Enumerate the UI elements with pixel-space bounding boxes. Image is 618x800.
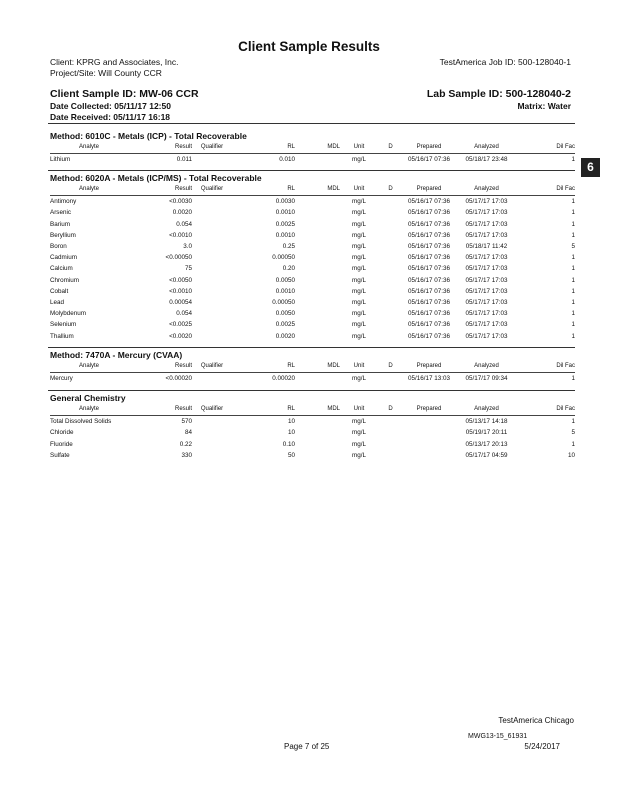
cell-analyte: Lithium: [50, 156, 71, 164]
cell-unit: mg/L: [352, 276, 366, 284]
cell-dil-fac: 1: [571, 265, 575, 273]
cell-analyte: Cadmium: [50, 254, 77, 262]
cell-mdl: [295, 230, 340, 241]
table-row: [50, 416, 575, 428]
cell-rl: 0.00050: [272, 299, 295, 307]
cell-qualifier: [192, 297, 232, 308]
cell-d: [378, 196, 403, 208]
column-header-analyzed: Analyzed: [455, 142, 518, 154]
section-title: General Chemistry: [50, 393, 126, 403]
table-header-row: [50, 361, 575, 373]
table-row: [50, 308, 575, 319]
job-id: TestAmerica Job ID: 500-128040-1: [439, 57, 571, 67]
section-divider: [48, 390, 575, 391]
cell-mdl: [295, 275, 340, 286]
cell-prepared: 05/16/17 07:36: [407, 209, 451, 217]
date-received: Date Received: 05/11/17 16:18: [50, 112, 171, 122]
cell-qualifier: [192, 286, 232, 297]
cell-dil-fac: 1: [571, 321, 575, 329]
cell-result: 0.011: [176, 156, 192, 164]
results-section: [50, 393, 575, 461]
column-header-d: D: [378, 142, 403, 154]
column-header-analyte: Analyte: [50, 142, 128, 154]
column-header-rl: RL: [232, 361, 295, 373]
cell-analyte: Lead: [50, 299, 65, 307]
cell-mdl: [295, 450, 340, 461]
cell-dil-fac: 1: [571, 198, 575, 206]
column-header-analyzed: Analyzed: [455, 361, 518, 373]
cell-dil-fac: 1: [571, 440, 575, 448]
cell-dil-fac: 1: [571, 418, 575, 426]
cell-analyte: Arsenic: [50, 209, 71, 217]
cell-unit: mg/L: [352, 254, 366, 262]
cell-result: 3.0: [183, 243, 192, 251]
cell-analyte: Beryllium: [50, 231, 76, 239]
cell-qualifier: [192, 154, 232, 166]
column-header-dil-fac: Dil Fac: [518, 404, 575, 416]
cell-prepared: 05/16/17 07:36: [407, 276, 451, 284]
cell-mdl: [295, 154, 340, 166]
cell-analyzed: 05/19/17 20:11: [465, 429, 508, 437]
cell-mdl: [295, 331, 340, 342]
cell-d: [378, 286, 403, 297]
cell-analyte: Boron: [50, 243, 67, 251]
cell-d: [378, 219, 403, 230]
cell-unit: mg/L: [352, 220, 366, 228]
cell-mdl: [295, 297, 340, 308]
column-header-dil-fac: Dil Fac: [518, 142, 575, 154]
cell-unit: mg/L: [352, 418, 366, 426]
cell-qualifier: [192, 373, 232, 385]
cell-dil-fac: 1: [571, 276, 575, 284]
cell-dil-fac: 1: [571, 287, 575, 295]
cell-result: 0.054: [176, 310, 192, 318]
cell-dil-fac: 1: [571, 220, 575, 228]
results-table: [50, 361, 575, 384]
cell-qualifier: [192, 450, 232, 461]
cell-prepared: 05/16/17 07:36: [407, 310, 451, 318]
column-header-result: Result: [128, 404, 192, 416]
matrix: Matrix: Water: [517, 101, 571, 111]
cell-mdl: [295, 416, 340, 428]
cell-analyzed: 05/17/17 09:34: [465, 375, 508, 383]
cell-mdl: [295, 219, 340, 230]
cell-rl: 0.25: [282, 243, 295, 251]
cell-d: [378, 308, 403, 319]
cell-prepared: 05/16/17 07:36: [407, 198, 451, 206]
cell-prepared: 05/16/17 07:36: [407, 231, 451, 239]
cell-prepared: 05/16/17 07:36: [407, 243, 451, 251]
cell-mdl: [295, 196, 340, 208]
cell-unit: mg/L: [352, 429, 366, 437]
column-header-rl: RL: [232, 184, 295, 196]
cell-qualifier: [192, 275, 232, 286]
column-header-prepared: Prepared: [403, 142, 455, 154]
cell-analyzed: 05/17/17 17:03: [465, 265, 508, 273]
cell-qualifier: [192, 241, 232, 252]
column-header-unit: Unit: [340, 404, 378, 416]
cell-unit: mg/L: [352, 265, 366, 273]
cell-rl: 0.20: [282, 265, 295, 273]
cell-result: 330: [181, 451, 192, 459]
cell-analyte: Cobalt: [50, 287, 69, 295]
column-header-qualifier: Qualifier: [192, 184, 232, 196]
cell-qualifier: [192, 427, 232, 438]
column-header-analyzed: Analyzed: [455, 184, 518, 196]
cell-result: 0.0020: [172, 209, 192, 217]
cell-qualifier: [192, 196, 232, 208]
column-header-dil-fac: Dil Fac: [518, 361, 575, 373]
cell-rl: 0.0030: [275, 198, 295, 206]
section-divider: [48, 347, 575, 348]
cell-analyzed: 05/17/17 17:03: [465, 198, 508, 206]
cell-analyte: Chromium: [50, 276, 80, 284]
cell-dil-fac: 1: [571, 254, 575, 262]
cell-rl: 0.10: [282, 440, 295, 448]
cell-mdl: [295, 207, 340, 218]
cell-d: [378, 275, 403, 286]
cell-rl: 0.0010: [275, 231, 295, 239]
client-name: Client: KPRG and Associates, Inc.: [50, 57, 179, 67]
page-title: Client Sample Results: [238, 39, 380, 54]
column-header-mdl: MDL: [295, 184, 340, 196]
cell-unit: mg/L: [352, 375, 366, 383]
cell-analyte: Total Dissolved Solids: [50, 418, 112, 426]
cell-d: [378, 154, 403, 166]
column-header-result: Result: [128, 361, 192, 373]
cell-mdl: [295, 319, 340, 330]
cell-analyte: Fluoride: [50, 440, 73, 448]
cell-d: [378, 319, 403, 330]
cell-analyzed: 05/18/17 23:48: [465, 156, 508, 164]
cell-analyzed: 05/13/17 14:18: [465, 418, 508, 426]
cell-result: <0.00050: [165, 254, 192, 262]
cell-prepared: 05/16/17 07:36: [407, 265, 451, 273]
cell-qualifier: [192, 439, 232, 450]
table-row: [50, 275, 575, 286]
table-row: [50, 207, 575, 218]
table-row: [50, 427, 575, 438]
cell-result: <0.00020: [165, 375, 192, 383]
cell-d: [378, 416, 403, 428]
client-sample-id: Client Sample ID: MW-06 CCR: [50, 88, 199, 100]
cell-d: [378, 297, 403, 308]
column-header-result: Result: [128, 142, 192, 154]
cell-analyte: Barium: [50, 220, 70, 228]
cell-dil-fac: 1: [571, 299, 575, 307]
table-row: [50, 230, 575, 241]
table-header-row: [50, 184, 575, 196]
cell-result: <0.0010: [169, 231, 192, 239]
cell-mdl: [295, 241, 340, 252]
cell-unit: mg/L: [352, 287, 366, 295]
column-header-mdl: MDL: [295, 404, 340, 416]
date-collected: Date Collected: 05/11/17 12:50: [50, 101, 171, 111]
table-row: [50, 263, 575, 274]
cell-prepared: [403, 427, 455, 438]
cell-d: [378, 252, 403, 263]
table-row: [50, 331, 575, 342]
column-header-prepared: Prepared: [403, 184, 455, 196]
column-header-mdl: MDL: [295, 361, 340, 373]
column-header-result: Result: [128, 184, 192, 196]
cell-result: 570: [181, 418, 192, 426]
section-tab-marker: 6: [581, 158, 600, 177]
cell-unit: mg/L: [352, 243, 366, 251]
cell-analyte: Mercury: [50, 375, 73, 383]
cell-result: 0.054: [176, 220, 192, 228]
cell-result: <0.0020: [169, 332, 192, 340]
cell-qualifier: [192, 319, 232, 330]
results-section: [50, 173, 575, 342]
cell-qualifier: [192, 308, 232, 319]
cell-qualifier: [192, 252, 232, 263]
cell-unit: mg/L: [352, 440, 366, 448]
column-header-analyte: Analyte: [50, 184, 128, 196]
table-row: [50, 154, 575, 166]
cell-unit: mg/L: [352, 299, 366, 307]
results-table: [50, 184, 575, 342]
cell-analyte: Antimony: [50, 198, 77, 206]
table-row: [50, 373, 575, 385]
cell-mdl: [295, 308, 340, 319]
cell-result: <0.0050: [169, 276, 192, 284]
cell-mdl: [295, 286, 340, 297]
cell-d: [378, 241, 403, 252]
cell-dil-fac: 1: [571, 231, 575, 239]
results-section: [50, 350, 575, 384]
cell-analyte: Chloride: [50, 429, 74, 437]
cell-qualifier: [192, 416, 232, 428]
cell-dil-fac: 1: [571, 310, 575, 318]
cell-d: [378, 450, 403, 461]
footer-company: TestAmerica Chicago: [498, 716, 574, 725]
cell-rl: 0.0020: [275, 332, 295, 340]
table-row: [50, 450, 575, 461]
cell-rl: 0.0010: [275, 209, 295, 217]
column-header-mdl: MDL: [295, 142, 340, 154]
cell-analyzed: 05/17/17 17:03: [465, 310, 508, 318]
column-header-unit: Unit: [340, 142, 378, 154]
cell-dil-fac: 1: [571, 332, 575, 340]
cell-result: 84: [184, 429, 192, 437]
footer-date: 5/24/2017: [524, 742, 560, 751]
cell-prepared: 05/16/17 07:36: [407, 254, 451, 262]
cell-rl: 0.0010: [275, 287, 295, 295]
cell-d: [378, 439, 403, 450]
table-row: [50, 252, 575, 263]
results-table: [50, 142, 575, 165]
column-header-rl: RL: [232, 404, 295, 416]
cell-result: 0.22: [179, 440, 192, 448]
footer-doc-id: MWG13-15_61931: [468, 733, 528, 740]
cell-analyte: Molybdenum: [50, 310, 87, 318]
cell-mdl: [295, 373, 340, 385]
column-header-prepared: Prepared: [403, 404, 455, 416]
cell-prepared: 05/16/17 07:36: [407, 287, 451, 295]
cell-prepared: [403, 416, 455, 428]
table-row: [50, 219, 575, 230]
cell-dil-fac: 5: [571, 243, 575, 251]
section-title: Method: 7470A - Mercury (CVAA): [50, 350, 183, 360]
cell-dil-fac: 1: [571, 375, 575, 383]
cell-unit: mg/L: [352, 310, 366, 318]
cell-qualifier: [192, 263, 232, 274]
cell-analyte: Calcium: [50, 265, 73, 273]
cell-analyte: Thallium: [50, 332, 74, 340]
table-row: [50, 439, 575, 450]
column-header-analyzed: Analyzed: [455, 404, 518, 416]
cell-mdl: [295, 439, 340, 450]
cell-qualifier: [192, 207, 232, 218]
cell-rl: 0.010: [279, 156, 295, 164]
cell-rl: 0.0025: [275, 220, 295, 228]
results-section: [50, 131, 575, 165]
lab-sample-id: Lab Sample ID: 500-128040-2: [426, 88, 571, 100]
table-row: [50, 286, 575, 297]
table-header-row: [50, 404, 575, 416]
cell-unit: mg/L: [352, 332, 366, 340]
cell-rl: 10: [287, 429, 295, 437]
column-header-d: D: [378, 184, 403, 196]
cell-analyzed: 05/17/17 17:03: [465, 276, 508, 284]
cell-d: [378, 230, 403, 241]
cell-unit: mg/L: [352, 321, 366, 329]
column-header-d: D: [378, 361, 403, 373]
cell-dil-fac: 5: [571, 429, 575, 437]
column-header-unit: Unit: [340, 361, 378, 373]
cell-mdl: [295, 263, 340, 274]
cell-prepared: 05/16/17 07:36: [407, 220, 451, 228]
cell-unit: mg/L: [352, 209, 366, 217]
cell-qualifier: [192, 230, 232, 241]
cell-mdl: [295, 427, 340, 438]
column-header-analyte: Analyte: [50, 361, 128, 373]
cell-d: [378, 263, 403, 274]
section-divider: [48, 170, 575, 171]
cell-result: <0.0010: [169, 287, 192, 295]
cell-result: 0.00054: [169, 299, 192, 307]
column-header-qualifier: Qualifier: [192, 361, 232, 373]
cell-d: [378, 207, 403, 218]
cell-rl: 0.0050: [275, 310, 295, 318]
cell-d: [378, 427, 403, 438]
table-row: [50, 241, 575, 252]
project-site: Project/Site: Will County CCR: [50, 68, 162, 78]
cell-mdl: [295, 252, 340, 263]
cell-prepared: [403, 439, 455, 450]
cell-unit: mg/L: [352, 231, 366, 239]
cell-prepared: 05/16/17 07:36: [407, 321, 451, 329]
cell-analyzed: 05/17/17 17:03: [465, 209, 508, 217]
cell-result: 75: [184, 265, 192, 273]
cell-rl: 0.00050: [272, 254, 295, 262]
cell-rl: 10: [287, 418, 295, 426]
cell-analyzed: 05/18/17 11:42: [465, 243, 508, 251]
cell-analyte: Sulfate: [50, 451, 70, 459]
cell-dil-fac: 1: [571, 156, 575, 164]
column-header-qualifier: Qualifier: [192, 404, 232, 416]
column-header-d: D: [378, 404, 403, 416]
cell-qualifier: [192, 219, 232, 230]
cell-analyzed: 05/17/17 17:03: [465, 254, 508, 262]
header-divider: [48, 123, 575, 124]
cell-rl: 0.0050: [275, 276, 295, 284]
table-header-row: [50, 142, 575, 154]
cell-rl: 0.0025: [275, 321, 295, 329]
cell-d: [378, 331, 403, 342]
column-header-dil-fac: Dil Fac: [518, 184, 575, 196]
column-header-analyte: Analyte: [50, 404, 128, 416]
cell-prepared: 05/16/17 07:36: [407, 299, 451, 307]
cell-dil-fac: 10: [567, 451, 575, 459]
column-header-qualifier: Qualifier: [192, 142, 232, 154]
cell-dil-fac: 1: [571, 209, 575, 217]
cell-prepared: 05/16/17 07:36: [407, 156, 451, 164]
cell-analyzed: 05/17/17 17:03: [465, 231, 508, 239]
footer-page: Page 7 of 25: [284, 742, 330, 751]
table-row: [50, 319, 575, 330]
table-row: [50, 297, 575, 308]
cell-prepared: 05/16/17 07:36: [407, 332, 451, 340]
cell-unit: mg/L: [352, 198, 366, 206]
cell-d: [378, 373, 403, 385]
cell-analyzed: 05/17/17 17:03: [465, 321, 508, 329]
cell-unit: mg/L: [352, 156, 366, 164]
column-header-rl: RL: [232, 142, 295, 154]
cell-analyzed: 05/17/17 17:03: [465, 299, 508, 307]
table-row: [50, 196, 575, 208]
section-title: Method: 6010C - Metals (ICP) - Total Recoverable: [50, 131, 247, 141]
results-table: [50, 404, 575, 461]
cell-prepared: 05/16/17 13:03: [407, 375, 451, 383]
cell-result: <0.0025: [169, 321, 192, 329]
section-title: Method: 6020A - Metals (ICP/MS) - Total Recoverable: [50, 173, 262, 183]
cell-analyzed: 05/17/17 04:59: [465, 451, 508, 459]
cell-analyte: Selenium: [50, 321, 77, 329]
cell-prepared: [403, 450, 455, 461]
cell-analyzed: 05/17/17 17:03: [465, 220, 508, 228]
cell-analyzed: 05/17/17 17:03: [465, 287, 508, 295]
column-header-prepared: Prepared: [403, 361, 455, 373]
cell-analyzed: 05/13/17 20:13: [465, 440, 508, 448]
cell-unit: mg/L: [352, 451, 366, 459]
cell-qualifier: [192, 331, 232, 342]
cell-result: <0.0030: [169, 198, 192, 206]
cell-rl: 50: [287, 451, 295, 459]
cell-analyzed: 05/17/17 17:03: [465, 332, 508, 340]
column-header-unit: Unit: [340, 184, 378, 196]
cell-rl: 0.00020: [272, 375, 295, 383]
